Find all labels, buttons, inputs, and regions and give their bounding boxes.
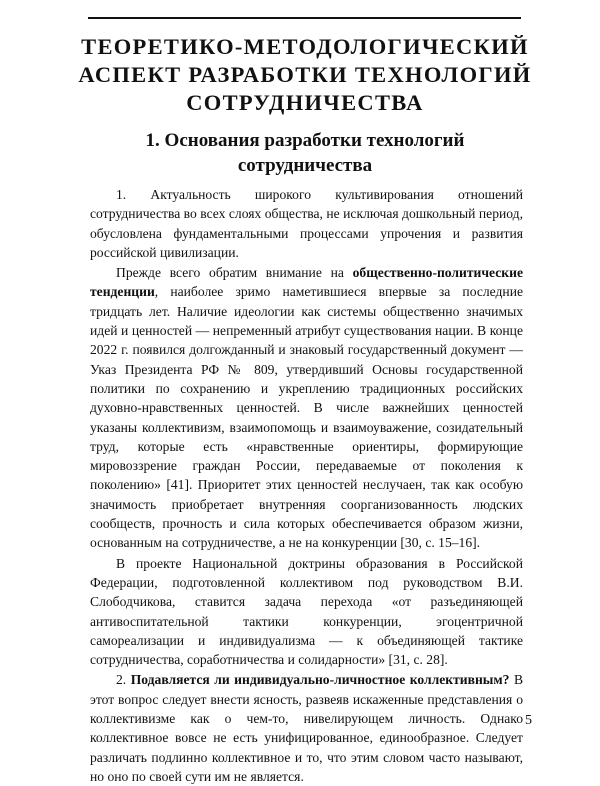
paragraph-text: Прежде всего обратим внимание на	[116, 265, 353, 281]
section-title-line: 1. Основания разработки технологий	[145, 130, 465, 151]
chapter-title	[70, 33, 540, 117]
paragraph-text: 2.	[116, 672, 131, 688]
paragraph-text: , наиболее зримо наметившиеся впервые за последние тридцать лет. Наличие идеологии как системы общественно значимых идей и ценностей — непременный атрибут существования нации. В конце 2022 г. появился долгожданный и знаковый государственный документ — Указ Президента РФ № 809, утвердивший Основы государственной политики по сохранению и укреплению традиционных российских духовно-нравственных ценностей. В числе важнейших ценностей указаны коллективизм, взаимопомощь и взаимоуважение, созидательный труд, которые есть «нравственные ориентиры, формирующие мировоззрение граждан России, передаваемые от поколения к поколению» [41]. Приоритет этих ценностей неслучаен, так как особую значимость приобретает внутренняя соорганизованность людских сообществ, прочность и сила которых обеспечивается образом жизни, основанным на сотрудничестве, а не на конкуренции [30, с. 15–16].	[90, 284, 523, 551]
header-rule	[88, 17, 521, 19]
paragraph-text: 1. Актуальность широкого культивирования отношений сотрудничества во всех слоях общества, не исключая дошкольный период, обусловлена фундаментальными процессами упрочения и развития российской цивилизации.	[90, 187, 523, 260]
emphasis-text: общественно-политические тенденции	[90, 265, 523, 300]
body-text	[90, 185, 523, 786]
emphasis-text: Подавляется ли индивидуально-личностное коллективным?	[130, 672, 510, 688]
paragraph-text: В проекте Национальной доктрины образования в Российской Федерации, подготовленной коллективом под руководством В.И. Слободчикова, ставится задача перехода «от разъединяющей антивоспитательной тактики конкуренции, эгоцентричной самореализации и индивидуализма — к объединяющей тактике сотрудничества, соработничества и солидарности» [31, с. 28].	[90, 555, 523, 668]
chapter-title-line: СОТРУДНИЧЕСТВА	[186, 90, 424, 115]
page-number: 5	[525, 713, 532, 728]
paragraph	[90, 554, 523, 670]
section-title-line: сотрудничества	[237, 154, 373, 176]
chapter-title-line: АСПЕКТ РАЗРАБОТКИ ТЕХНОЛОГИЙ	[78, 62, 532, 87]
section-title	[80, 129, 530, 178]
chapter-title-line: ТЕОРЕТИКО-МЕТОДОЛОГИЧЕСКИЙ	[81, 34, 529, 59]
paragraph	[90, 263, 523, 552]
paragraph	[90, 185, 523, 262]
paragraph-text: В этот вопрос следует внести ясность, развеяв искаженные представления о коллективизме как о чем-то, нивелирующем личность. Однако коллективное вовсе не есть унифицированное, единообразное. Следует различать подлинно коллективное и то, что этим словом часто называют, но оно по своей сути им не является.	[90, 672, 524, 784]
